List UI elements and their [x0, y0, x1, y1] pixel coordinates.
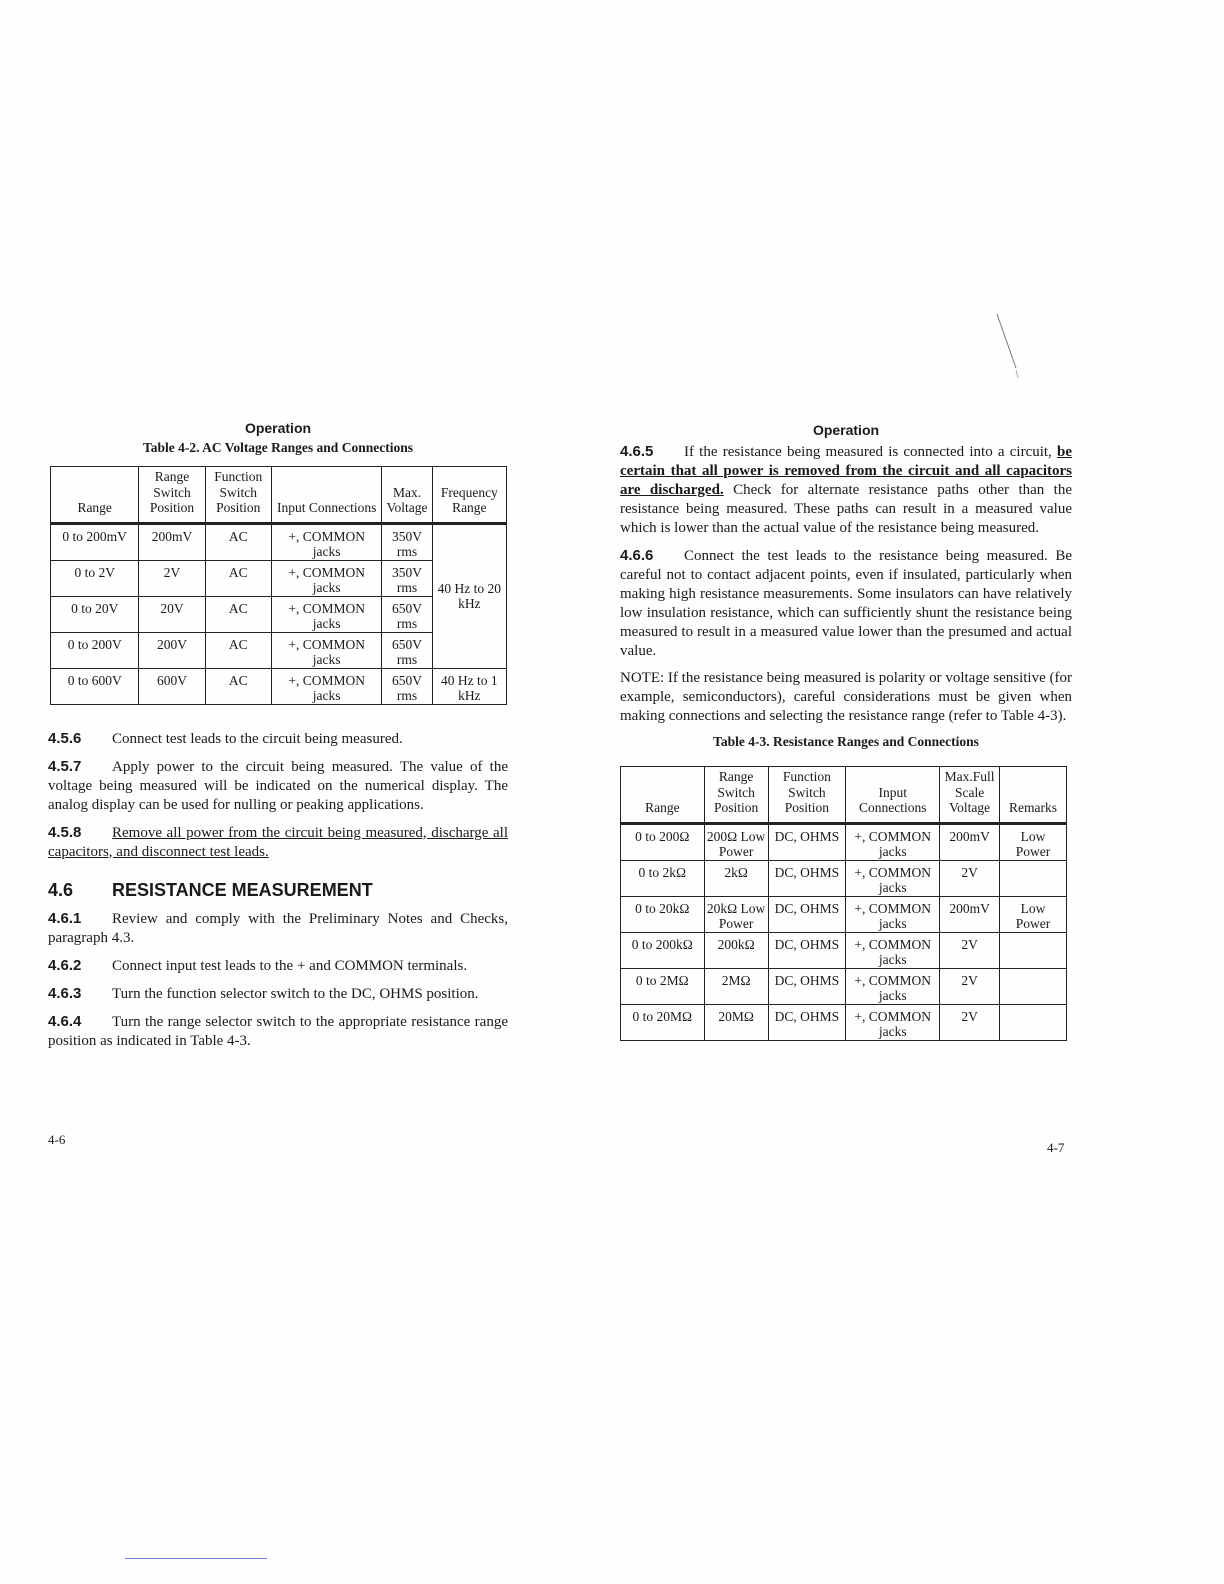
input-cell: +, COMMON jacks: [846, 968, 940, 1004]
function-cell: AC: [205, 668, 271, 704]
table-row: [51, 523, 507, 560]
voltage-cell: 200mV: [940, 896, 1000, 932]
column-header: Function Switch Position: [768, 767, 846, 824]
body-text: [48, 729, 508, 1051]
voltage-cell: 2V: [940, 860, 1000, 896]
range-cell: 0 to 20MΩ: [621, 1004, 705, 1040]
range-cell: 0 to 2V: [51, 560, 139, 596]
function-cell: DC, OHMS: [768, 932, 846, 968]
paragraph-text: Connect test leads to the circuit being measured.: [112, 730, 403, 747]
input-cell: +, COMMON jacks: [846, 1004, 940, 1040]
function-cell: DC, OHMS: [768, 1004, 846, 1040]
switch-cell: 200mV: [139, 523, 205, 560]
input-cell: +, COMMON jacks: [846, 896, 940, 932]
voltage-cell: 2V: [940, 1004, 1000, 1040]
switch-cell: 200V: [139, 632, 205, 668]
table-header-row: [621, 767, 1067, 824]
paragraph-text: Apply power to the circuit being measured. The value of the voltage being measured will be indicated on the numerical display. The analog display can be used for nulling or peaking applications.: [48, 758, 508, 813]
remarks-cell: [1000, 968, 1067, 1004]
range-cell: 0 to 20V: [51, 596, 139, 632]
paragraph-4-6-5: [620, 442, 1072, 538]
note-paragraph: NOTE: If the resistance being measured is polarity or voltage sensitive (for example, semiconductors), careful considerations must be given when making connections and selecting the resistance range (refer to Table 4-3).: [620, 670, 1072, 724]
paragraph-number: 4.5.8: [48, 823, 82, 841]
paragraph-4-5-7: [48, 757, 508, 815]
max-voltage-cell: 650V rms: [382, 632, 432, 668]
voltage-cell: 200mV: [940, 823, 1000, 860]
frequency-cell: 40 Hz to 1 kHz: [432, 668, 506, 704]
remarks-cell: Low Power: [1000, 823, 1067, 860]
switch-cell: 600V: [139, 668, 205, 704]
column-header: Frequency Range: [432, 467, 506, 524]
running-header: Operation: [812, 422, 880, 438]
function-cell: AC: [205, 632, 271, 668]
max-voltage-cell: 650V rms: [382, 668, 432, 704]
switch-cell: 20MΩ: [704, 1004, 768, 1040]
paragraph-number: 4.6.4: [48, 1012, 82, 1030]
range-cell: 0 to 2MΩ: [621, 968, 705, 1004]
paragraph-text: Turn the function selector switch to the DC, OHMS position.: [112, 985, 479, 1002]
page-number: 4-6: [48, 1132, 66, 1147]
table-header-row: [51, 467, 507, 524]
paragraph-4-5-6: [48, 729, 508, 749]
switch-cell: 2kΩ: [704, 860, 768, 896]
paragraph-number: 4.5.7: [48, 757, 82, 775]
max-voltage-cell: 350V rms: [382, 560, 432, 596]
running-header: Operation: [244, 420, 312, 436]
function-cell: AC: [205, 596, 271, 632]
page-number: 4-7: [1047, 1140, 1065, 1155]
column-header: Range Switch Position: [704, 767, 768, 824]
paragraph-text: Connect the test leads to the resistance being measured. Be careful not to contact adjacent points, even if insulated, particularly when making high resistance measurements. Some insulators can have relatively low insulation resistance, which can sufficiently shunt the resistance being measured to result in a measured value lower than the presumed and actual value.: [620, 548, 1072, 659]
range-cell: 0 to 200kΩ: [621, 932, 705, 968]
section-number: 4.6: [48, 879, 74, 900]
remarks-cell: [1000, 1004, 1067, 1040]
section-title: RESISTANCE MEASUREMENT: [112, 879, 373, 900]
paragraph-number: 4.6.3: [48, 984, 82, 1002]
range-cell: 0 to 200mV: [51, 523, 139, 560]
paragraph-4-6-6: [620, 546, 1072, 661]
paragraph-4-6-4: [48, 1012, 508, 1051]
left-page: [48, 420, 508, 1059]
paragraph-number: 4.6.1: [48, 909, 82, 927]
switch-cell: 200Ω Low Power: [704, 823, 768, 860]
table-row: [621, 823, 1067, 860]
paragraph-text: Turn the range selector switch to the appropriate resistance range position as indicated in Table 4-3.: [48, 1013, 508, 1049]
paragraph-text: If the resistance being measured is connected into a circuit,: [684, 444, 1057, 460]
switch-cell: 200kΩ: [704, 932, 768, 968]
table-row: [621, 860, 1067, 896]
table-row: [621, 968, 1067, 1004]
table-row: [621, 896, 1067, 932]
frequency-cell: 40 Hz to 20 kHz: [432, 523, 506, 668]
range-cell: 0 to 600V: [51, 668, 139, 704]
table-row: [621, 932, 1067, 968]
column-header: Remarks: [1000, 767, 1067, 824]
range-cell: 0 to 200V: [51, 632, 139, 668]
paragraph-text: Review and comply with the Preliminary Notes and Checks, paragraph 4.3.: [48, 910, 508, 946]
resistance-table: [620, 766, 1067, 1041]
remarks-cell: [1000, 860, 1067, 896]
ac-voltage-table: [50, 466, 507, 705]
paragraph-4-6-1: [48, 909, 508, 948]
column-header: Max. Voltage: [382, 467, 432, 524]
column-header: Max.Full Scale Voltage: [940, 767, 1000, 824]
switch-cell: 20V: [139, 596, 205, 632]
voltage-cell: 2V: [940, 968, 1000, 1004]
paragraph-number: 4.6.5: [620, 443, 654, 460]
function-cell: DC, OHMS: [768, 860, 846, 896]
function-cell: DC, OHMS: [768, 968, 846, 1004]
warning-emphasis: be certain that all power is removed from the circuit and all capacitors are discharged.: [620, 444, 1072, 498]
input-cell: +, COMMON jacks: [271, 596, 381, 632]
range-cell: 0 to 2kΩ: [621, 860, 705, 896]
column-header: Function Switch Position: [205, 467, 271, 524]
switch-cell: 2V: [139, 560, 205, 596]
bottom-rule: [125, 1558, 267, 1559]
paragraph-number: 4.6.6: [620, 547, 654, 564]
paragraph-4-6-3: [48, 984, 508, 1004]
section-heading: [48, 880, 508, 901]
range-cell: 0 to 20kΩ: [621, 896, 705, 932]
function-cell: AC: [205, 523, 271, 560]
switch-cell: 20kΩ Low Power: [704, 896, 768, 932]
function-cell: DC, OHMS: [768, 823, 846, 860]
paragraph-text: Connect input test leads to the + and COMMON terminals.: [112, 957, 468, 974]
column-header: Input Connections: [846, 767, 940, 824]
column-header: Input Connections: [271, 467, 381, 524]
table-caption: Table 4-2. AC Voltage Ranges and Connections: [143, 440, 413, 455]
input-cell: +, COMMON jacks: [271, 632, 381, 668]
right-page: [620, 422, 1072, 1041]
remarks-cell: [1000, 932, 1067, 968]
column-header: Range: [51, 467, 139, 524]
paragraph-4-6-2: [48, 956, 508, 976]
function-cell: DC, OHMS: [768, 896, 846, 932]
input-cell: +, COMMON jacks: [271, 523, 381, 560]
range-cell: 0 to 200Ω: [621, 823, 705, 860]
input-cell: +, COMMON jacks: [271, 560, 381, 596]
column-header: Range: [621, 767, 705, 824]
table-caption: Table 4-3. Resistance Ranges and Connections: [713, 734, 979, 749]
input-cell: +, COMMON jacks: [846, 860, 940, 896]
switch-cell: 2MΩ: [704, 968, 768, 1004]
paragraph-text: Remove all power from the circuit being measured, discharge all capacitors, and disconnect test leads.: [48, 824, 508, 860]
table-row: [51, 668, 507, 704]
remarks-cell: Low Power: [1000, 896, 1067, 932]
max-voltage-cell: 650V rms: [382, 596, 432, 632]
paragraph-number: 4.6.2: [48, 956, 82, 974]
paragraph-4-5-8: [48, 823, 508, 862]
function-cell: AC: [205, 560, 271, 596]
input-cell: +, COMMON jacks: [271, 668, 381, 704]
paragraph-text: Check for alternate resistance paths other than the resistance being measured. These paths can result in a measured value which is lower than the actual value of the resistance being measured.: [620, 482, 1072, 536]
table-row: [621, 1004, 1067, 1040]
input-cell: +, COMMON jacks: [846, 823, 940, 860]
paragraph-number: 4.5.6: [48, 729, 82, 747]
column-header: Range Switch Position: [139, 467, 205, 524]
pencil-mark: [990, 312, 1030, 392]
voltage-cell: 2V: [940, 932, 1000, 968]
max-voltage-cell: 350V rms: [382, 523, 432, 560]
input-cell: +, COMMON jacks: [846, 932, 940, 968]
